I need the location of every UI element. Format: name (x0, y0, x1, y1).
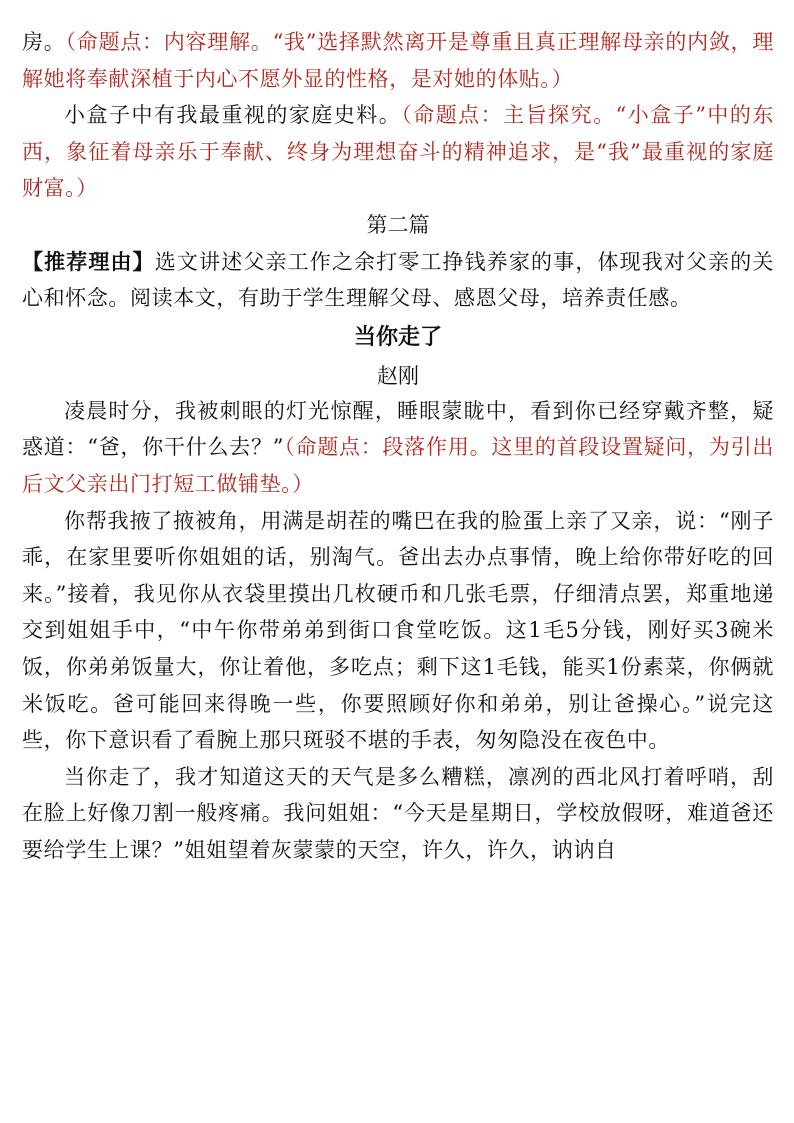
paragraph-5: 当你走了，我才知道这天的天气是多么糟糕，凛冽的西北风打着呼哨，刮在脸上好像刀割一般疼痛。我问姐姐：“今天是星期日，学校放假呀，难道爸还要给学生上课？”姐姐望着灰蒙蒙的天空，许久，许久，讷讷自 (22, 764, 774, 862)
paragraph-4: 你帮我掖了掖被角，用满是胡茬的嘴巴在我的脸蛋上亲了又亲，说：“刚子乖，在家里要听你姐姐的话，别淘气。爸出去办点事情，晚上给你带好吃的回来。”接着，我见你从衣袋里摸出几枚硬币和几张毛票，仔细清点罢，郑重地递交到姐姐手中，“中午你带弟弟到街口食堂吃饭。这1毛5分钱，刚好买3碗米饭，你弟弟饭量大，你让着他，多吃点；剩下这1毛钱，能买1份素菜，你俩就米饭吃。爸可能回来得晚一些，你要照顾好你和弟弟，别让爸操心。”说完这些，你下意识看了看腕上那只斑驳不堪的手表，匆匆隐没在夜色中。 (22, 508, 774, 753)
paragraph-1-text: 房。 (22, 30, 66, 54)
article-title: 当你走了 (353, 324, 442, 350)
paragraph-3 (22, 393, 774, 503)
recommendation-text: 选文讲述父亲工作之余打零工挣钱养家的事，体现我对父亲的关心和怀念。阅读本文，有助于学生理解父母、感恩父母，培养责任感。 (22, 249, 774, 311)
paragraph-2 (22, 97, 774, 207)
recommendation-label: 【推荐理由】 (22, 249, 155, 274)
paragraph-3-text: 凌晨时分，我被刺眼的灯光惊醒，睡眼蒙眬中，看到你已经穿戴齐整，疑惑道：“爸，你干什么去？” (22, 398, 774, 460)
paragraph-1 (22, 24, 774, 97)
recommendation (22, 244, 774, 317)
paragraph-2-annotation: （命题点：主旨探究。“小盒子”中的东西，象征着母亲乐于奉献、终身为理想奋斗的精神追求，是“我”最重视的家庭财富。） (22, 103, 774, 201)
paragraph-3-annotation: （命题点：段落作用。这里的首段设置疑问，为引出后文父亲出门打短工做铺垫。） (22, 435, 774, 496)
article-author: 赵刚 (377, 363, 419, 388)
paragraph-1-annotation: （命题点：内容理解。“我”选择默然离开是尊重且真正理解母亲的内敛，理解她将奉献深植于内心不愿外显的性格，是对她的体贴。） (22, 30, 774, 91)
paragraph-2-text: 小盒子中有我最重视的家庭史料。 (64, 103, 402, 128)
section-heading: 第二篇 (366, 212, 430, 237)
